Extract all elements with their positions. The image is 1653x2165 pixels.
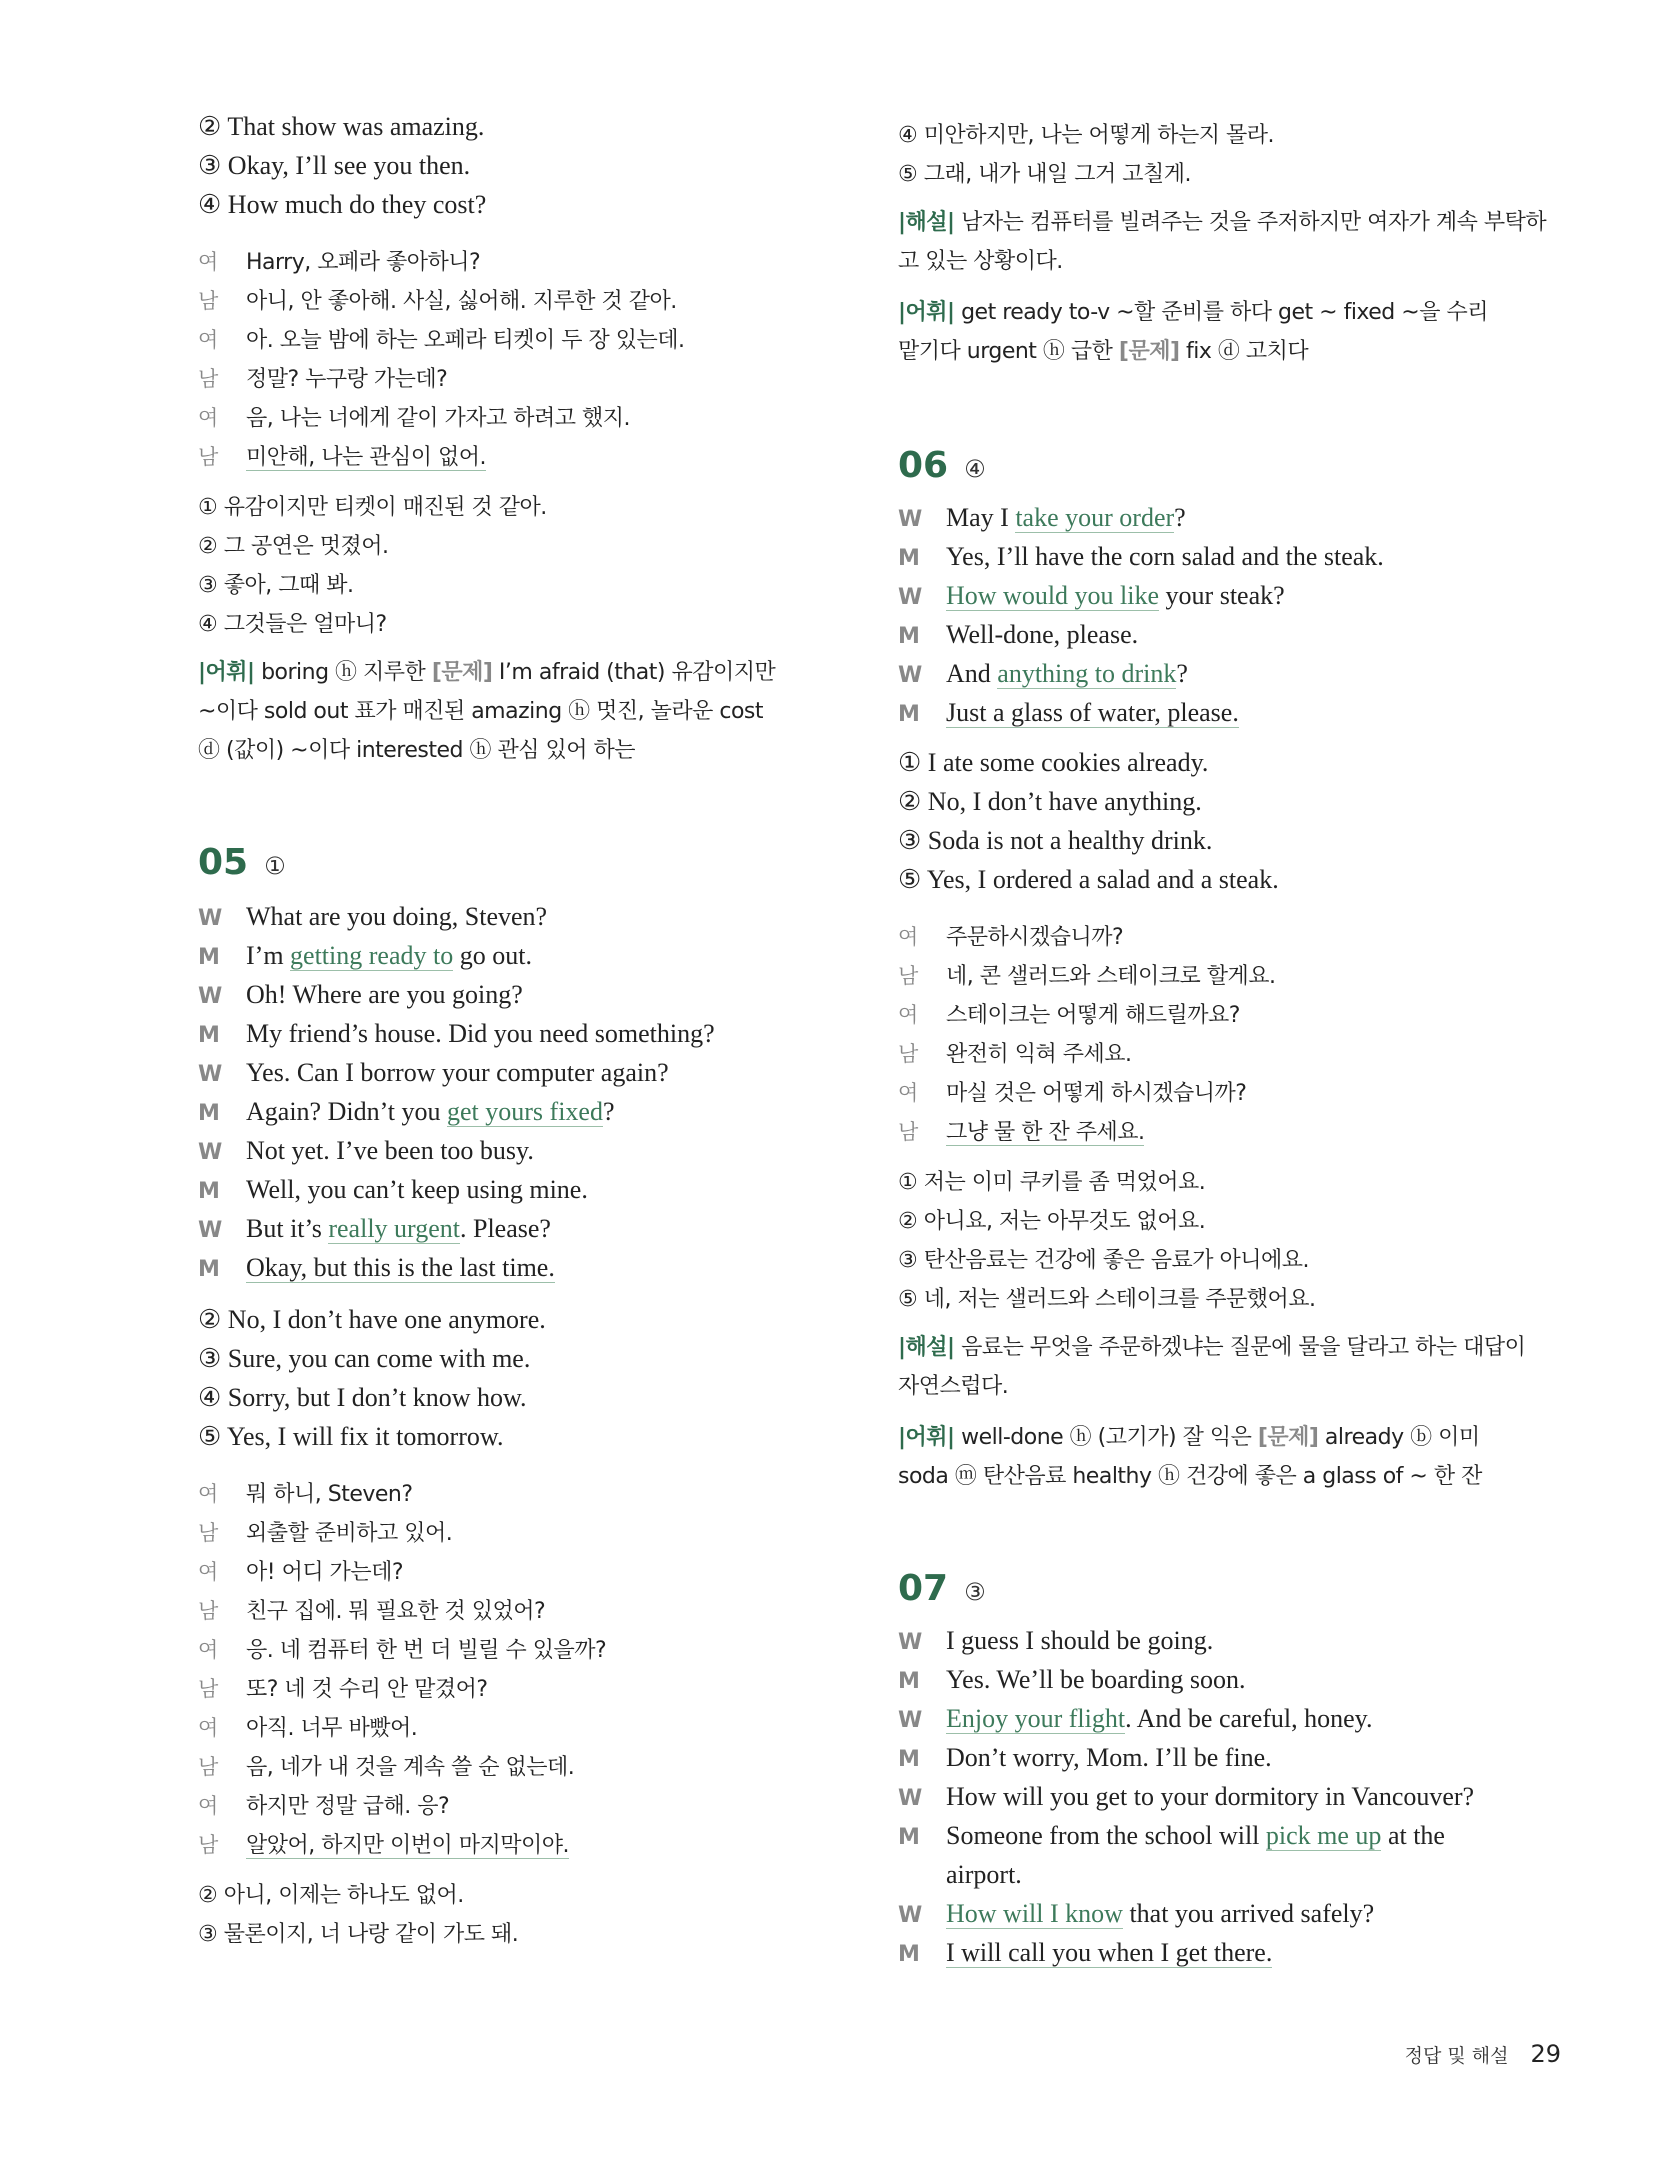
dialogue-text: Not yet. I’ve been too busy. [246, 1136, 534, 1165]
dialogue-line [898, 1704, 1373, 1734]
dialogue-text: May I [946, 503, 1016, 532]
dialogue-line [898, 1782, 1474, 1812]
korean-dialogue-line [198, 1789, 449, 1820]
korean-dialogue-line [898, 1076, 1246, 1107]
dialogue-text: ? [1174, 503, 1186, 532]
dialogue-text: I guess I should be going. [946, 1626, 1214, 1655]
speaker-label: 여 [198, 1638, 218, 1662]
speaker-label: 남 [898, 1120, 918, 1144]
option: ② That show was amazing. [198, 112, 485, 141]
dialogue-line [898, 698, 1239, 728]
korean-option: ① 유감이지만 티켓이 매진된 것 같아. [198, 495, 547, 520]
speaker-label: M [898, 1747, 920, 1772]
speaker-label: 여 [198, 406, 218, 430]
speaker-label: M [898, 546, 920, 571]
dialogue-text: 뭐 하니, Steven? [246, 1482, 413, 1507]
speaker-label: M [898, 624, 920, 649]
highlighted-phrase: take your order [1015, 503, 1175, 532]
vocab-tag: |어휘| [898, 1425, 955, 1450]
vocab-text: well-done ⓗ (고기가) 잘 익은 [954, 1425, 1258, 1450]
speaker-label: 남 [198, 289, 218, 313]
dialogue-text: Yes. We’ll be boarding soon. [946, 1665, 1246, 1694]
korean-dialogue-line [198, 440, 486, 471]
speaker-label: 남 [198, 1599, 218, 1623]
problem-tag: [문제] [1118, 339, 1180, 364]
dialogue-text: 미안해, 나는 관심이 없어. [246, 445, 486, 470]
answer-marker: ④ [964, 455, 986, 483]
dialogue-line [898, 1665, 1246, 1695]
dialogue-text: And [946, 659, 998, 688]
dialogue-text: Again? Didn’t you [246, 1097, 447, 1126]
problem-tag: [문제] [431, 660, 493, 685]
option: ① I ate some cookies already. [898, 748, 1209, 777]
explanation-block [898, 203, 1547, 281]
korean-option: ② 아니, 이제는 하나도 없어. [198, 1883, 464, 1908]
dialogue-text: 아! 어디 가는데? [246, 1560, 403, 1585]
dialogue-line [898, 1860, 1022, 1890]
korean-dialogue-line [198, 1555, 403, 1586]
highlighted-phrase: anything to drink [997, 659, 1177, 688]
dialogue-text: 친구 집에. 뭐 필요한 것 있었어? [246, 1599, 546, 1624]
korean-option: ② 그 공연은 멋졌어. [198, 534, 389, 559]
dialogue-text: 그냥 물 한 잔 주세요. [946, 1120, 1145, 1145]
dialogue-text: ? [602, 1097, 615, 1126]
dialogue-text: . And be careful, honey. [1125, 1704, 1373, 1733]
korean-dialogue-line [898, 920, 1123, 951]
dialogue-line [898, 581, 1285, 611]
dialogue-line [198, 1136, 534, 1166]
dialogue-line [898, 659, 1188, 689]
dialogue-text: 외출할 준비하고 있어. [246, 1521, 453, 1546]
korean-option: ④ 미안하지만, 나는 어떻게 하는지 몰라. [898, 123, 1274, 148]
dialogue-line [898, 1899, 1374, 1929]
vocab-text: get ready to-v ~할 준비를 하다 get ~ fixed ~을 수리 [954, 300, 1488, 325]
korean-dialogue-line [198, 1828, 569, 1859]
dialogue-text: But it’s [246, 1214, 329, 1243]
problem-tag: [문제] [1257, 1425, 1319, 1450]
korean-dialogue-line [198, 1672, 488, 1703]
question-number: 05 ① [198, 842, 286, 883]
speaker-label: 남 [198, 1833, 218, 1857]
dialogue-text: My friend’s house. Did you need something? [246, 1019, 715, 1048]
dialogue-text: 스테이크는 어떻게 해드릴까요? [946, 1003, 1240, 1028]
question-number: 07 ③ [898, 1568, 986, 1609]
answer-sentence: Okay, but this is the last time. [246, 1253, 555, 1282]
highlighted-phrase: pick me up [1265, 1821, 1382, 1850]
korean-option: ③ 물론이지, 너 나랑 같이 가도 돼. [198, 1922, 519, 1947]
dialogue-text: 음, 나는 너에게 같이 가자고 하려고 했지. [246, 406, 630, 431]
dialogue-text: 주문하시겠습니까? [946, 925, 1124, 950]
speaker-label: W [898, 507, 923, 532]
highlighted-phrase: getting ready to [290, 941, 454, 970]
dialogue-line [898, 542, 1384, 572]
speaker-label: 남 [198, 1677, 218, 1701]
speaker-label: 남 [898, 964, 918, 988]
korean-dialogue-line [198, 1516, 452, 1547]
speaker-label: 남 [198, 1521, 218, 1545]
dialogue-text: that you arrived safely? [1122, 1899, 1375, 1928]
dialogue-line [898, 1626, 1213, 1656]
explanation-tag: |해설| [898, 210, 955, 235]
dialogue-line [898, 1938, 1272, 1968]
speaker-label: M [198, 1257, 220, 1282]
korean-dialogue-line [198, 1594, 545, 1625]
speaker-label: W [898, 663, 923, 688]
speaker-label: M [898, 1825, 920, 1850]
dialogue-text: 네, 콘 샐러드와 스테이크로 할게요. [946, 964, 1276, 989]
speaker-label: M [198, 1101, 220, 1126]
speaker-label: M [898, 1942, 920, 1967]
highlighted-phrase: Enjoy your flight [946, 1704, 1126, 1733]
speaker-label: M [198, 945, 220, 970]
speaker-label: 여 [198, 1716, 218, 1740]
korean-option: ④ 그것들은 얼마니? [198, 612, 387, 637]
option: ⑤ Yes, I will fix it tomorrow. [198, 1422, 504, 1451]
speaker-label: W [198, 1140, 223, 1165]
dialogue-line [198, 1097, 615, 1127]
dialogue-text: Someone from the school will [946, 1821, 1266, 1850]
speaker-label: 남 [198, 367, 218, 391]
vocab-text: soda ⓜ 탄산음료 healthy ⓗ 건강에 좋은 a glass of ~ 한 잔 [898, 1464, 1482, 1489]
dialogue-text: Oh! Where are you going? [246, 980, 523, 1009]
korean-dialogue-line [198, 1750, 574, 1781]
answer-sentence: Just a glass of water, please. [946, 698, 1239, 727]
korean-dialogue-line [898, 998, 1240, 1029]
korean-dialogue-line [198, 284, 677, 315]
korean-option: ② 아니요, 저는 아무것도 없어요. [898, 1209, 1206, 1234]
vocab-tag: |어휘| [198, 660, 255, 685]
dialogue-text: 정말? 누구랑 가는데? [246, 367, 448, 392]
dialogue-text: 또? 네 것 수리 안 맡겼어? [246, 1677, 488, 1702]
dialogue-text: Well-done, please. [946, 620, 1139, 649]
dialogue-line [198, 980, 523, 1010]
dialogue-text: 응. 네 컴퓨터 한 번 더 빌릴 수 있을까? [246, 1638, 607, 1663]
speaker-label: W [898, 1708, 923, 1733]
vocab-block [198, 653, 838, 770]
speaker-label: 여 [898, 925, 918, 949]
dialogue-line [898, 503, 1186, 533]
korean-dialogue-line [198, 1633, 606, 1664]
speaker-label: M [198, 1023, 220, 1048]
vocab-text: 맡기다 urgent ⓗ 급한 [898, 339, 1119, 364]
dialogue-text: at the [1381, 1821, 1445, 1850]
dialogue-text: 음, 네가 내 것을 계속 쓸 순 없는데. [246, 1755, 575, 1780]
speaker-label: 여 [198, 1794, 218, 1818]
dialogue-line [198, 1019, 715, 1049]
speaker-label: 여 [198, 328, 218, 352]
dialogue-line [898, 620, 1138, 650]
option: ② No, I don’t have one anymore. [198, 1305, 546, 1334]
dialogue-text: What are you doing, Steven? [246, 902, 548, 931]
option: ⑤ Yes, I ordered a salad and a steak. [898, 865, 1279, 894]
answer-marker: ③ [964, 1578, 986, 1606]
vocab-text: ⓓ (값이) ~이다 interested ⓗ 관심 있어 하는 [198, 738, 635, 763]
dialogue-line [198, 1214, 551, 1244]
korean-dialogue-line [198, 362, 447, 393]
explanation-text: 고 있는 상황이다. [898, 249, 1063, 274]
dialogue-text: I’m [246, 941, 291, 970]
vocab-block [898, 1418, 1543, 1496]
dialogue-text: Well, you can’t keep using mine. [246, 1175, 588, 1204]
dialogue-text: Yes. Can I borrow your computer again? [246, 1058, 669, 1087]
answer-marker: ① [264, 852, 286, 880]
speaker-label: 남 [198, 1755, 218, 1779]
dialogue-text: . Please? [460, 1214, 551, 1243]
speaker-label: 남 [898, 1042, 918, 1066]
dialogue-text: 아직. 너무 바빴어. [246, 1716, 418, 1741]
speaker-label: W [198, 906, 223, 931]
speaker-label: W [198, 984, 223, 1009]
dialogue-text: How will you get to your dormitory in Vancouver? [946, 1782, 1475, 1811]
vocab-tag: |어휘| [898, 300, 955, 325]
vocab-text: already ⓑ 이미 [1318, 1425, 1480, 1450]
dialogue-text: 하지만 정말 급해. 응? [246, 1794, 450, 1819]
page-footer [1405, 2040, 1561, 2068]
page-number: 29 [1530, 2040, 1561, 2068]
option: ④ How much do they cost? [198, 190, 487, 219]
vocab-text: ~이다 sold out 표가 매진된 amazing ⓗ 멋진, 놀라운 cost [198, 699, 764, 724]
korean-dialogue-line [898, 1115, 1144, 1146]
vocab-block [898, 293, 1543, 371]
speaker-label: M [898, 1669, 920, 1694]
speaker-label: 여 [198, 250, 218, 274]
highlighted-phrase: How will I know [946, 1899, 1123, 1928]
dialogue-text: your steak? [1159, 581, 1285, 610]
vocab-text: boring ⓗ 지루한 [254, 660, 432, 685]
dialogue-line [198, 1175, 588, 1205]
dialogue-text: Don’t worry, Mom. I’ll be fine. [946, 1743, 1272, 1772]
dialogue-text: 알았어, 하지만 이번이 마지막이야. [246, 1833, 569, 1858]
speaker-label: W [898, 585, 923, 610]
option: ③ Soda is not a healthy drink. [898, 826, 1213, 855]
speaker-label: W [198, 1218, 223, 1243]
korean-dialogue-line [898, 959, 1276, 990]
speaker-label: 남 [198, 445, 218, 469]
dialogue-text: ? [1176, 659, 1188, 688]
speaker-label: 여 [198, 1560, 218, 1584]
answer-sentence: I will call you when I get there. [946, 1938, 1273, 1967]
korean-dialogue-line [198, 1477, 413, 1508]
korean-dialogue-line [898, 1037, 1132, 1068]
dialogue-text: airport. [946, 1860, 1022, 1889]
explanation-text: 자연스럽다. [898, 1374, 1009, 1399]
speaker-label: W [898, 1786, 923, 1811]
korean-option: ③ 탄산음료는 건강에 좋은 음료가 아니에요. [898, 1248, 1309, 1273]
option: ② No, I don’t have anything. [898, 787, 1202, 816]
korean-option: ① 저는 이미 쿠키를 좀 먹었어요. [898, 1170, 1206, 1195]
korean-dialogue-line [198, 1711, 417, 1742]
explanation-text: 남자는 컴퓨터를 빌려주는 것을 주저하지만 여자가 계속 부탁하 [954, 210, 1547, 235]
dialogue-line [198, 1058, 669, 1088]
korean-option: ③ 좋아, 그때 봐. [198, 573, 354, 598]
korean-option: ⑤ 네, 저는 샐러드와 스테이크를 주문했어요. [898, 1287, 1316, 1312]
dialogue-text: Yes, I’ll have the corn salad and the steak. [946, 542, 1384, 571]
speaker-label: W [898, 1903, 923, 1928]
speaker-label: 여 [898, 1081, 918, 1105]
speaker-label: 여 [198, 1482, 218, 1506]
highlighted-phrase: How would you like [946, 581, 1160, 610]
highlighted-phrase: really urgent [328, 1214, 460, 1243]
korean-dialogue-line [198, 323, 684, 354]
dialogue-text: Harry, 오페라 좋아하니? [246, 250, 481, 275]
dialogue-text: 완전히 익혀 주세요. [946, 1042, 1132, 1067]
dialogue-text: go out. [453, 941, 532, 970]
korean-dialogue-line [198, 401, 630, 432]
option: ④ Sorry, but I don’t know how. [198, 1383, 527, 1412]
explanation-block [898, 1328, 1543, 1406]
dialogue-line [198, 941, 532, 971]
dialogue-text: 마실 것은 어떻게 하시겠습니까? [946, 1081, 1247, 1106]
speaker-label: W [898, 1630, 923, 1655]
speaker-label: M [198, 1179, 220, 1204]
explanation-text: 음료는 무엇을 주문하겠냐는 질문에 물을 달라고 하는 대답이 [954, 1335, 1526, 1360]
dialogue-line [198, 1253, 555, 1283]
dialogue-line [198, 902, 547, 932]
speaker-label: 여 [898, 1003, 918, 1027]
question-number: 06 ④ [898, 445, 986, 486]
footer-label: 정답 및 해설 [1404, 2045, 1509, 2067]
vocab-text: fix ⓓ 고치다 [1179, 339, 1309, 364]
explanation-tag: |해설| [898, 1335, 955, 1360]
dialogue-line [898, 1821, 1445, 1851]
option: ③ Sure, you can come with me. [198, 1344, 531, 1373]
dialogue-text: 아니, 안 좋아해. 사실, 싫어해. 지루한 것 같아. [246, 289, 677, 314]
speaker-label: W [198, 1062, 223, 1087]
korean-dialogue-line [198, 245, 480, 276]
dialogue-text: 아. 오늘 밤에 하는 오페라 티켓이 두 장 있는데. [246, 328, 685, 353]
option: ③ Okay, I’ll see you then. [198, 151, 471, 180]
vocab-text: I’m afraid (that) 유감이지만 [492, 660, 776, 685]
speaker-label: M [898, 702, 920, 727]
highlighted-phrase: get yours fixed [447, 1097, 603, 1126]
dialogue-line [898, 1743, 1272, 1773]
korean-option: ⑤ 그래, 내가 내일 그거 고칠게. [898, 162, 1191, 187]
